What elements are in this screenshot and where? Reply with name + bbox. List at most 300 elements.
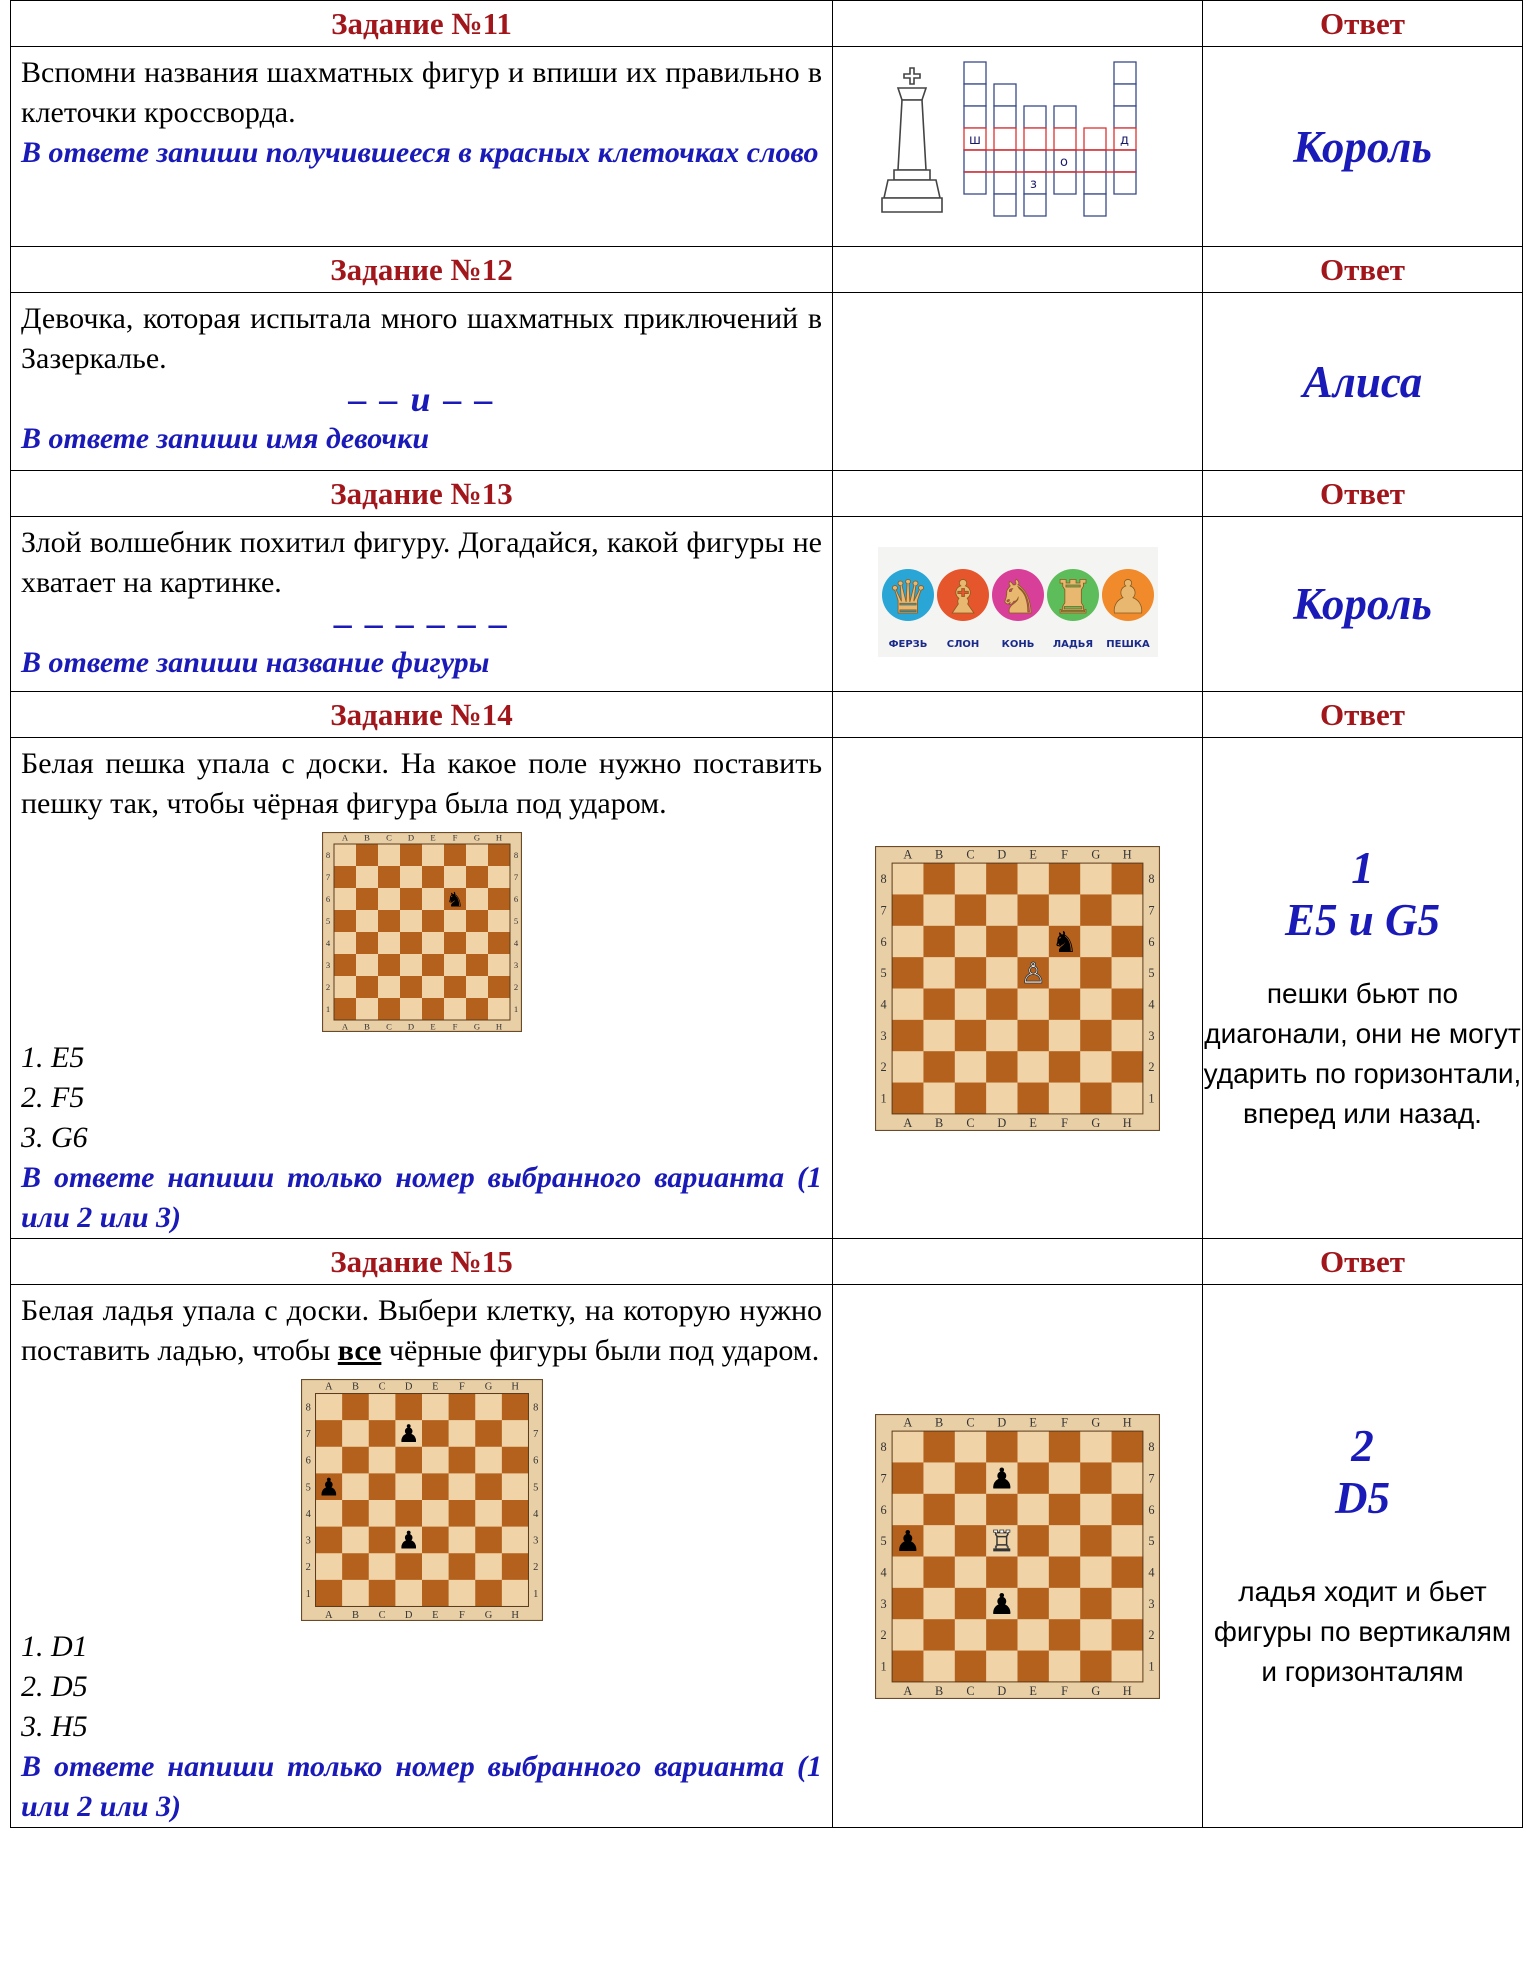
- answer15-board: [875, 1414, 1160, 1699]
- board-square: [1112, 1556, 1144, 1588]
- board-file-label: B: [935, 846, 944, 861]
- board-square: [892, 1462, 924, 1494]
- board-square: [1112, 1619, 1144, 1651]
- board-square: [422, 844, 444, 866]
- board-file-label: B: [351, 1381, 359, 1393]
- board-rank-label: 3: [325, 960, 330, 971]
- board-square: [356, 932, 378, 954]
- board-square: [1112, 957, 1144, 989]
- board-file-label: C: [385, 1021, 392, 1032]
- board-square: [1112, 925, 1144, 957]
- task14-header-row: [11, 692, 1523, 738]
- board-square: [395, 1447, 422, 1474]
- black-piece-d7: ♟: [397, 1419, 420, 1449]
- board-square: [488, 910, 510, 932]
- board-rank-label: 3: [305, 1535, 311, 1547]
- board-square: [466, 954, 488, 976]
- board-file-label: H: [510, 1609, 519, 1621]
- board-square: [1049, 1431, 1081, 1463]
- board-square: [368, 1500, 395, 1527]
- board-file-label: E: [1029, 1414, 1037, 1429]
- board-square: [466, 932, 488, 954]
- task15-title: Задание №15: [11, 1239, 833, 1285]
- board-file-label: D: [997, 1414, 1007, 1429]
- board-square: [356, 866, 378, 888]
- board-square: [1080, 1619, 1112, 1651]
- board-square: [422, 954, 444, 976]
- board-square: [892, 1650, 924, 1682]
- board-square: [422, 1500, 449, 1527]
- black-piece-f6: ♞: [1051, 924, 1078, 959]
- task12-text: Девочка, которая испытала много шахматных приключений в Зазеркалье.: [21, 302, 822, 375]
- board-square: [368, 1420, 395, 1447]
- board-square: [1112, 894, 1144, 926]
- board-rank-label: 5: [532, 1482, 538, 1494]
- board-square: [444, 844, 466, 866]
- board-square: [368, 1527, 395, 1554]
- board-square: [955, 957, 987, 989]
- board-rank-label: 4: [880, 1564, 887, 1579]
- board-square: [986, 1431, 1018, 1463]
- board-file-label: B: [351, 1609, 359, 1621]
- board-rank-label: 5: [880, 965, 887, 980]
- board-square: [378, 910, 400, 932]
- board-square: [422, 998, 444, 1020]
- piece-label: СЛОН: [946, 638, 979, 650]
- board-square: [1112, 1462, 1144, 1494]
- piece-label: ЛАДЬЯ: [1052, 638, 1093, 650]
- board-rank-label: 5: [1148, 965, 1155, 980]
- task15-option-2: 2. D5: [21, 1670, 88, 1703]
- board-rank-label: 7: [532, 1429, 538, 1441]
- board-file-label: H: [1122, 1683, 1132, 1698]
- board-rank-label: 1: [880, 1091, 887, 1106]
- board-file-label: D: [997, 846, 1007, 861]
- black-piece-d3: ♟: [988, 1586, 1015, 1621]
- board-square: [501, 1527, 528, 1554]
- board-square: [955, 894, 987, 926]
- board-square: [378, 932, 400, 954]
- board-file-label: G: [1091, 846, 1101, 861]
- board-square: [395, 1580, 422, 1607]
- board-square: [986, 957, 1018, 989]
- board-square: [986, 1082, 1018, 1114]
- svg-text:♝: ♝: [941, 569, 984, 624]
- board-rank-label: 7: [305, 1429, 311, 1441]
- task12-hint: – – и – –: [348, 379, 495, 419]
- board-square: [334, 910, 356, 932]
- board-square: [356, 976, 378, 998]
- board-rank-label: 5: [305, 1482, 311, 1494]
- board-square: [422, 910, 444, 932]
- board-file-label: D: [997, 1683, 1007, 1698]
- board-square: [955, 1051, 987, 1083]
- board-square: [448, 1473, 475, 1500]
- board-square: [444, 976, 466, 998]
- board-file-label: F: [452, 832, 457, 843]
- board-rank-label: 3: [532, 1535, 538, 1547]
- task14-explanation: пешки бьют по диагонали, они не могут ударить по горизонтали, вперед или назад.: [1203, 978, 1522, 1129]
- task11-row: [11, 47, 1523, 247]
- board-square: [501, 1420, 528, 1447]
- board-square: [1018, 1019, 1050, 1051]
- board-square: [475, 1447, 502, 1474]
- board-square: [501, 1473, 528, 1500]
- board-file-label: B: [935, 1115, 944, 1130]
- board-square: [1049, 1051, 1081, 1083]
- board-square: [1049, 1587, 1081, 1619]
- board-square: [448, 1500, 475, 1527]
- board-rank-label: 8: [880, 1439, 887, 1454]
- board-square: [400, 976, 422, 998]
- task12-answer: Алиса: [1302, 356, 1423, 407]
- board-square: [923, 1556, 955, 1588]
- board-square: [923, 925, 955, 957]
- cw-letter-1: ш: [968, 133, 981, 148]
- board-file-label: E: [1029, 1683, 1037, 1698]
- board-square: [1112, 1650, 1144, 1682]
- board-square: [986, 1019, 1018, 1051]
- board-square: [1018, 1525, 1050, 1557]
- board-rank-label: 8: [532, 1402, 538, 1414]
- board-square: [1049, 1082, 1081, 1114]
- svg-text:♛: ♛: [886, 569, 929, 624]
- board-square: [1112, 1051, 1144, 1083]
- cw-letter-2: о: [1059, 155, 1068, 170]
- board-square: [923, 1619, 955, 1651]
- board-square: [923, 1650, 955, 1682]
- board-square: [1080, 1431, 1112, 1463]
- board-square: [400, 866, 422, 888]
- board-square: [1018, 1082, 1050, 1114]
- board-square: [475, 1527, 502, 1554]
- board-square: [1080, 1493, 1112, 1525]
- task11-answer: Король: [1293, 121, 1432, 172]
- board-square: [1018, 988, 1050, 1020]
- board-rank-label: 3: [513, 960, 518, 971]
- board-file-label: C: [378, 1381, 386, 1393]
- board-square: [342, 1473, 369, 1500]
- board-file-label: E: [1029, 1115, 1037, 1130]
- task15-header-row: [11, 1239, 1523, 1285]
- board-square: [466, 866, 488, 888]
- board-file-label: F: [1061, 1414, 1068, 1429]
- board-square: [1049, 1650, 1081, 1682]
- board-square: [422, 976, 444, 998]
- board-square: [422, 1420, 449, 1447]
- white-piece-d5: ♖: [988, 1523, 1015, 1558]
- task13-header-row: [11, 471, 1523, 517]
- board-square: [334, 888, 356, 910]
- board-square: [368, 1447, 395, 1474]
- board-square: [955, 1556, 987, 1588]
- board-square: [892, 1493, 924, 1525]
- board-square: [923, 863, 955, 895]
- board-square: [892, 863, 924, 895]
- board-rank-label: 2: [1148, 1059, 1155, 1074]
- white-piece-e5: ♙: [1020, 955, 1047, 990]
- crossword-picture: [868, 54, 1168, 234]
- board-square: [315, 1420, 342, 1447]
- board-square: [475, 1473, 502, 1500]
- board-square: [400, 910, 422, 932]
- board-square: [315, 1394, 342, 1421]
- piece-label: ПЕШКА: [1105, 638, 1150, 650]
- board-square: [488, 976, 510, 998]
- task12-header-row: [11, 247, 1523, 293]
- board-square: [334, 932, 356, 954]
- board-rank-label: 5: [880, 1533, 887, 1548]
- board-square: [475, 1420, 502, 1447]
- board-rank-label: 2: [305, 1562, 311, 1574]
- board-square: [1112, 863, 1144, 895]
- board-square: [466, 998, 488, 1020]
- board-square: [466, 844, 488, 866]
- board-square: [342, 1553, 369, 1580]
- board-square: [501, 1580, 528, 1607]
- board-file-label: A: [903, 1414, 913, 1429]
- board-file-label: E: [431, 1609, 439, 1621]
- board-square: [444, 998, 466, 1020]
- board-square: [488, 998, 510, 1020]
- board-rank-label: 2: [532, 1562, 538, 1574]
- board-square: [400, 998, 422, 1020]
- board-square: [955, 988, 987, 1020]
- board-square: [923, 1082, 955, 1114]
- king-icon: [882, 68, 942, 212]
- board-square: [955, 1431, 987, 1463]
- task14-option-3: 3. G6: [21, 1121, 88, 1154]
- board-rank-label: 7: [1148, 902, 1155, 917]
- board-square: [955, 1082, 987, 1114]
- board-file-label: H: [1122, 1115, 1132, 1130]
- board-square: [1080, 894, 1112, 926]
- board-square: [1080, 1556, 1112, 1588]
- svg-text:♞: ♞: [996, 569, 1039, 624]
- board-rank-label: 1: [1148, 1091, 1155, 1106]
- task15-answer-header: Ответ: [1203, 1239, 1523, 1285]
- board-file-label: C: [378, 1609, 386, 1621]
- board-square: [1112, 1587, 1144, 1619]
- board-square: [955, 1650, 987, 1682]
- board-square: [342, 1394, 369, 1421]
- board-square: [1018, 1051, 1050, 1083]
- board-rank-label: 8: [880, 871, 887, 886]
- board-square: [923, 1462, 955, 1494]
- board-rank-label: 5: [513, 916, 518, 927]
- task14-answer-num: 1: [1351, 843, 1374, 893]
- board-file-label: C: [966, 846, 975, 861]
- board-square: [1018, 894, 1050, 926]
- board-file-label: C: [966, 1683, 975, 1698]
- task12-instruction: В ответе запиши имя девочки: [21, 422, 430, 455]
- board-square: [892, 1019, 924, 1051]
- board-square: [892, 1587, 924, 1619]
- board-square: [395, 1394, 422, 1421]
- board-rank-label: 2: [880, 1059, 887, 1074]
- board-square: [892, 1051, 924, 1083]
- board-square: [1080, 988, 1112, 1020]
- board-rank-label: 7: [880, 902, 887, 917]
- board-square: [422, 1553, 449, 1580]
- board-square: [444, 866, 466, 888]
- board-square: [1018, 1493, 1050, 1525]
- board-square: [342, 1420, 369, 1447]
- board-square: [1049, 894, 1081, 926]
- task13-title: Задание №13: [11, 471, 833, 517]
- board-square: [1018, 1619, 1050, 1651]
- board-square: [488, 932, 510, 954]
- board-square: [466, 910, 488, 932]
- board-square: [368, 1580, 395, 1607]
- board-square: [1080, 1525, 1112, 1557]
- board-square: [986, 925, 1018, 957]
- board-square: [315, 1580, 342, 1607]
- board-rank-label: 2: [1148, 1627, 1155, 1642]
- task15-option-1: 1. D1: [21, 1630, 88, 1663]
- task15-row: [11, 1285, 1523, 1828]
- board-square: [986, 1051, 1018, 1083]
- board-square: [1018, 1587, 1050, 1619]
- task14-option-2: 2. F5: [21, 1081, 85, 1114]
- task15-board: [301, 1379, 543, 1621]
- board-file-label: F: [458, 1381, 465, 1393]
- board-rank-label: 1: [532, 1588, 538, 1600]
- board-square: [368, 1394, 395, 1421]
- task11-title: Задание №11: [11, 1, 833, 47]
- board-square: [356, 844, 378, 866]
- task14-answer-header: Ответ: [1203, 692, 1523, 738]
- board-square: [923, 1019, 955, 1051]
- board-square: [1080, 925, 1112, 957]
- board-file-label: H: [1122, 846, 1132, 861]
- task14-text: Белая пешка упала с доски. На какое поле нужно поставить пешку так, чтобы чёрная фигура была под ударом.: [21, 747, 822, 820]
- board-square: [1080, 1587, 1112, 1619]
- task14-instruction: В ответе напиши только номер выбранного варианта (1 или 2 или 3): [21, 1161, 822, 1234]
- board-square: [986, 894, 1018, 926]
- board-square: [488, 954, 510, 976]
- board-rank-label: 3: [1148, 1596, 1155, 1611]
- board-square: [892, 988, 924, 1020]
- board-rank-label: 2: [880, 1627, 887, 1642]
- board-square: [378, 998, 400, 1020]
- board-file-label: A: [324, 1381, 333, 1393]
- task13-answer: Король: [1293, 579, 1432, 629]
- board-file-label: C: [966, 1115, 975, 1130]
- board-file-label: F: [458, 1609, 465, 1621]
- board-square: [395, 1553, 422, 1580]
- board-square: [923, 1493, 955, 1525]
- board-rank-label: 8: [305, 1402, 311, 1414]
- task14-option-1: 1. E5: [21, 1041, 85, 1074]
- board-square: [378, 844, 400, 866]
- board-square: [334, 844, 356, 866]
- board-square: [986, 1650, 1018, 1682]
- board-square: [1049, 1462, 1081, 1494]
- board-square: [448, 1527, 475, 1554]
- board-rank-label: 4: [1148, 1564, 1155, 1579]
- task14-row: [11, 738, 1523, 1239]
- board-square: [368, 1473, 395, 1500]
- black-piece-f6: ♞: [445, 887, 464, 912]
- board-square: [955, 1019, 987, 1051]
- board-square: [422, 932, 444, 954]
- board-square: [342, 1447, 369, 1474]
- board-square: [475, 1580, 502, 1607]
- board-square: [501, 1394, 528, 1421]
- board-square: [955, 925, 987, 957]
- piece-label: ФЕРЗЬ: [888, 638, 927, 650]
- board-rank-label: 8: [513, 850, 518, 861]
- board-rank-label: 5: [325, 916, 330, 927]
- board-square: [334, 976, 356, 998]
- board-rank-label: 7: [1148, 1470, 1155, 1485]
- task11-answer-header: Ответ: [1203, 1, 1523, 47]
- board-file-label: G: [473, 832, 480, 843]
- board-square: [1112, 1493, 1144, 1525]
- black-piece-d3: ♟: [397, 1525, 420, 1555]
- board-square: [1049, 988, 1081, 1020]
- board-rank-label: 6: [880, 1502, 887, 1517]
- board-file-label: E: [429, 832, 436, 843]
- board-square: [1080, 1082, 1112, 1114]
- board-rank-label: 7: [880, 1470, 887, 1485]
- board-rank-label: 6: [1148, 934, 1155, 949]
- task15-explanation: ладья ходит и бьет фигуры по вертикалям и горизонталям: [1213, 1576, 1512, 1687]
- task12-title: Задание №12: [11, 247, 833, 293]
- board-rank-label: 8: [1148, 871, 1155, 886]
- task15-option-3: 3. H5: [21, 1710, 88, 1743]
- board-square: [315, 1553, 342, 1580]
- board-square: [955, 1462, 987, 1494]
- task15-answer: D5: [1335, 1473, 1390, 1523]
- board-square: [1112, 988, 1144, 1020]
- board-square: [923, 1051, 955, 1083]
- board-square: [986, 863, 1018, 895]
- board-square: [356, 954, 378, 976]
- board-square: [1080, 957, 1112, 989]
- board-square: [378, 976, 400, 998]
- board-square: [501, 1500, 528, 1527]
- board-square: [892, 1556, 924, 1588]
- board-file-label: A: [341, 1021, 348, 1032]
- board-square: [315, 1447, 342, 1474]
- board-file-label: D: [997, 1115, 1007, 1130]
- board-square: [892, 894, 924, 926]
- board-file-label: G: [1091, 1414, 1101, 1429]
- board-rank-label: 6: [880, 934, 887, 949]
- board-square: [448, 1420, 475, 1447]
- board-file-label: G: [484, 1381, 492, 1393]
- board-file-label: A: [324, 1609, 333, 1621]
- board-square: [892, 1619, 924, 1651]
- board-rank-label: 1: [880, 1659, 887, 1674]
- board-square: [315, 1500, 342, 1527]
- board-square: [334, 998, 356, 1020]
- board-rank-label: 7: [325, 872, 330, 883]
- board-file-label: H: [1122, 1414, 1132, 1429]
- task14-board: [322, 832, 522, 1032]
- board-square: [1049, 1019, 1081, 1051]
- board-square: [356, 998, 378, 1020]
- board-square: [986, 988, 1018, 1020]
- board-rank-label: 7: [513, 872, 518, 883]
- board-square: [1080, 1650, 1112, 1682]
- board-file-label: B: [935, 1414, 944, 1429]
- board-square: [923, 1431, 955, 1463]
- board-square: [1018, 1556, 1050, 1588]
- board-square: [1018, 1462, 1050, 1494]
